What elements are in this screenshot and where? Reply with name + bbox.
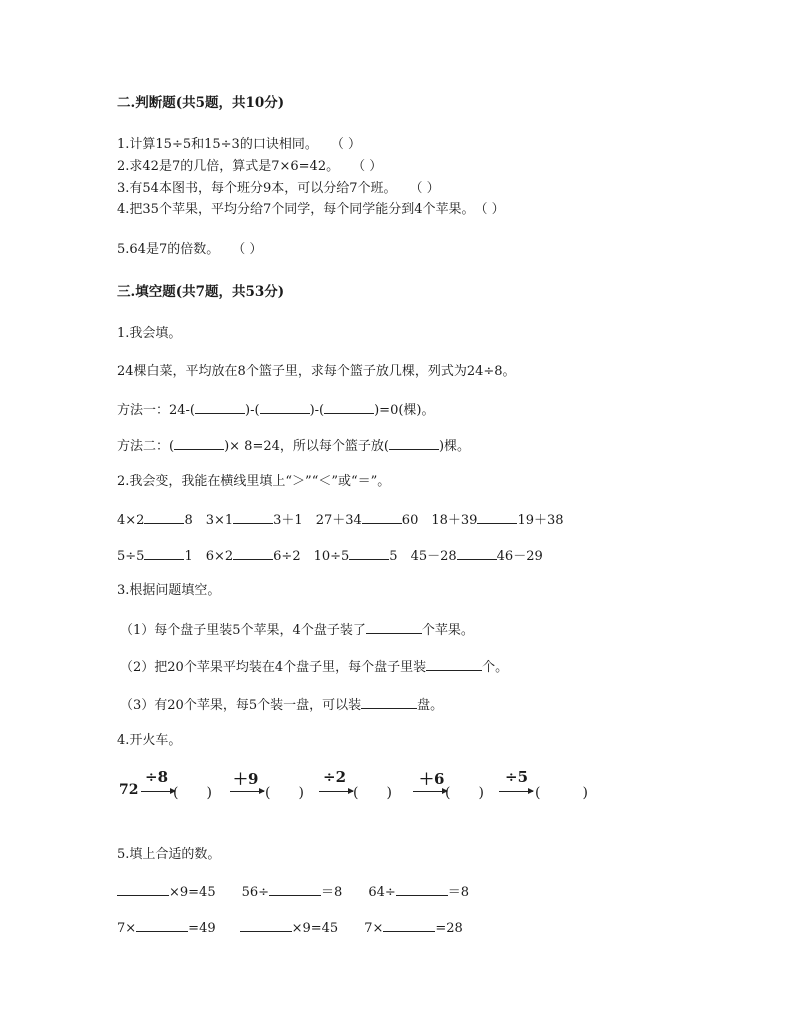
train-paren-5[interactable]: ( ) [535, 785, 588, 801]
q5-expr: ＝8 [447, 885, 470, 900]
q3-part-3-text: （3）有20个苹果，每5个装一盘，可以装 [120, 698, 362, 713]
compare-blank[interactable] [144, 546, 184, 560]
compare-blank[interactable] [144, 510, 184, 524]
train-paren-3[interactable]: ( ) [353, 785, 392, 801]
fill-q1-method-2 [117, 436, 470, 456]
q3-part-3-suffix: 盘。 [417, 698, 444, 713]
fill-q3-part-1 [120, 620, 474, 640]
train-op-4: ＋6 [419, 770, 445, 788]
train-op-3: ÷2 [323, 768, 347, 786]
answer-blank[interactable] [389, 436, 439, 450]
compare-expr: 60 18＋39 [401, 513, 478, 528]
answer-blank[interactable] [366, 620, 422, 634]
section-2-heading: 二.判断题(共5题，共10分) [117, 95, 285, 111]
answer-blank[interactable] [324, 400, 374, 414]
compare-row-1 [117, 510, 564, 530]
q5-expr: ×9=45 56÷ [169, 885, 270, 900]
answer-blank[interactable] [117, 882, 169, 896]
compare-expr: 6÷2 10÷5 [273, 549, 350, 564]
compare-expr: 5 45－28 [389, 549, 457, 564]
fill-q4-title: 4.开火车。 [117, 733, 182, 748]
q5-expr: ×9=45 7× [291, 921, 384, 936]
fill-q1-title: 1.我会填。 [117, 326, 182, 341]
train-diagram [117, 768, 637, 808]
method-2-mid: )× 8=24，所以每个篮子放( [224, 439, 389, 454]
q5-expr: =49 [188, 921, 216, 936]
answer-blank[interactable] [269, 882, 321, 896]
q3-part-1-text: （1）每个盘子里装5个苹果，4个盘子装了 [120, 623, 366, 638]
judge-question-3: 3.有54本图书，每个班分9本，可以分给7个班。 （ ） [117, 181, 440, 196]
answer-blank[interactable] [240, 918, 292, 932]
compare-blank[interactable] [349, 546, 389, 560]
compare-expr: 19＋38 [517, 513, 564, 528]
method-2-prefix: 方法二：( [117, 439, 175, 454]
fill-q1-method-1 [117, 400, 435, 420]
method-2-suffix: )棵。 [438, 439, 471, 454]
train-paren-2[interactable]: ( ) [265, 785, 304, 801]
q3-part-1-suffix: 个苹果。 [421, 623, 474, 638]
compare-row-2 [117, 546, 543, 566]
fill-q3-part-2 [120, 657, 508, 677]
method-1-sep-1: )-( [245, 403, 260, 418]
train-paren-4[interactable]: ( ) [445, 785, 484, 801]
fill-q5-title: 5.填上合适的数。 [117, 847, 221, 862]
answer-blank[interactable] [195, 400, 245, 414]
compare-expr: 3＋1 27＋34 [273, 513, 362, 528]
answer-blank[interactable] [426, 657, 482, 671]
answer-blank[interactable] [136, 918, 188, 932]
method-1-sep-2: )-( [309, 403, 325, 418]
q3-part-2-text: （2）把20个苹果平均装在4个盘子里，每个盘子里装 [120, 660, 427, 675]
fill-q5-row-1 [117, 882, 469, 902]
method-1-suffix: )=0(棵)。 [374, 403, 435, 418]
compare-expr: 1 6×2 [184, 549, 234, 564]
q5-expr: =28 [435, 921, 463, 936]
answer-blank[interactable] [396, 882, 448, 896]
arrow-icon [499, 791, 533, 792]
fill-q1-text: 24棵白菜，平均放在8个篮子里，求每个篮子放几棵，列式为24÷8。 [117, 364, 516, 379]
arrow-icon [141, 791, 175, 792]
q5-expr: 7× [117, 921, 137, 936]
compare-blank[interactable] [477, 510, 517, 524]
train-op-2: ＋9 [233, 770, 259, 788]
q3-part-2-suffix: 个。 [482, 660, 509, 675]
judge-question-2: 2.求42是7的几倍，算式是7×6=42。 （ ） [117, 159, 383, 174]
compare-expr: 8 3×1 [184, 513, 234, 528]
fill-q5-row-2 [117, 918, 463, 938]
compare-blank[interactable] [457, 546, 497, 560]
train-op-1: ÷8 [145, 768, 169, 786]
answer-blank[interactable] [361, 695, 417, 709]
compare-blank[interactable] [233, 510, 273, 524]
answer-blank[interactable] [260, 400, 310, 414]
answer-blank[interactable] [383, 918, 435, 932]
fill-q3-part-3 [120, 695, 443, 715]
judge-question-1: 1.计算15÷5和15÷3的口诀相同。 （ ） [117, 137, 361, 152]
judge-question-5: 5.64是7的倍数。 （ ） [117, 242, 263, 257]
train-start-number: 72 [119, 782, 139, 798]
judge-question-4: 4.把35个苹果，平均分给7个同学，每个同学能分到4个苹果。 （ ） [117, 202, 505, 217]
compare-blank[interactable] [233, 546, 273, 560]
train-paren-1[interactable]: ( ) [173, 785, 212, 801]
section-3-heading: 三.填空题(共7题，共53分) [117, 284, 285, 300]
method-1-prefix: 方法一：24-( [117, 403, 196, 418]
arrow-icon [413, 791, 447, 792]
q5-expr: ＝8 64÷ [321, 885, 396, 900]
compare-expr: 46－29 [496, 549, 543, 564]
arrow-icon [319, 791, 353, 792]
compare-expr: 4×2 [117, 513, 145, 528]
fill-q3-title: 3.根据问题填空。 [117, 583, 221, 598]
fill-q2-title: 2.我会变，我能在横线里填上“＞”“＜”或“＝”。 [117, 474, 391, 489]
arrow-icon [230, 791, 264, 792]
answer-blank[interactable] [174, 436, 224, 450]
compare-expr: 5÷5 [117, 549, 145, 564]
compare-blank[interactable] [362, 510, 402, 524]
train-op-5: ÷5 [505, 768, 529, 786]
